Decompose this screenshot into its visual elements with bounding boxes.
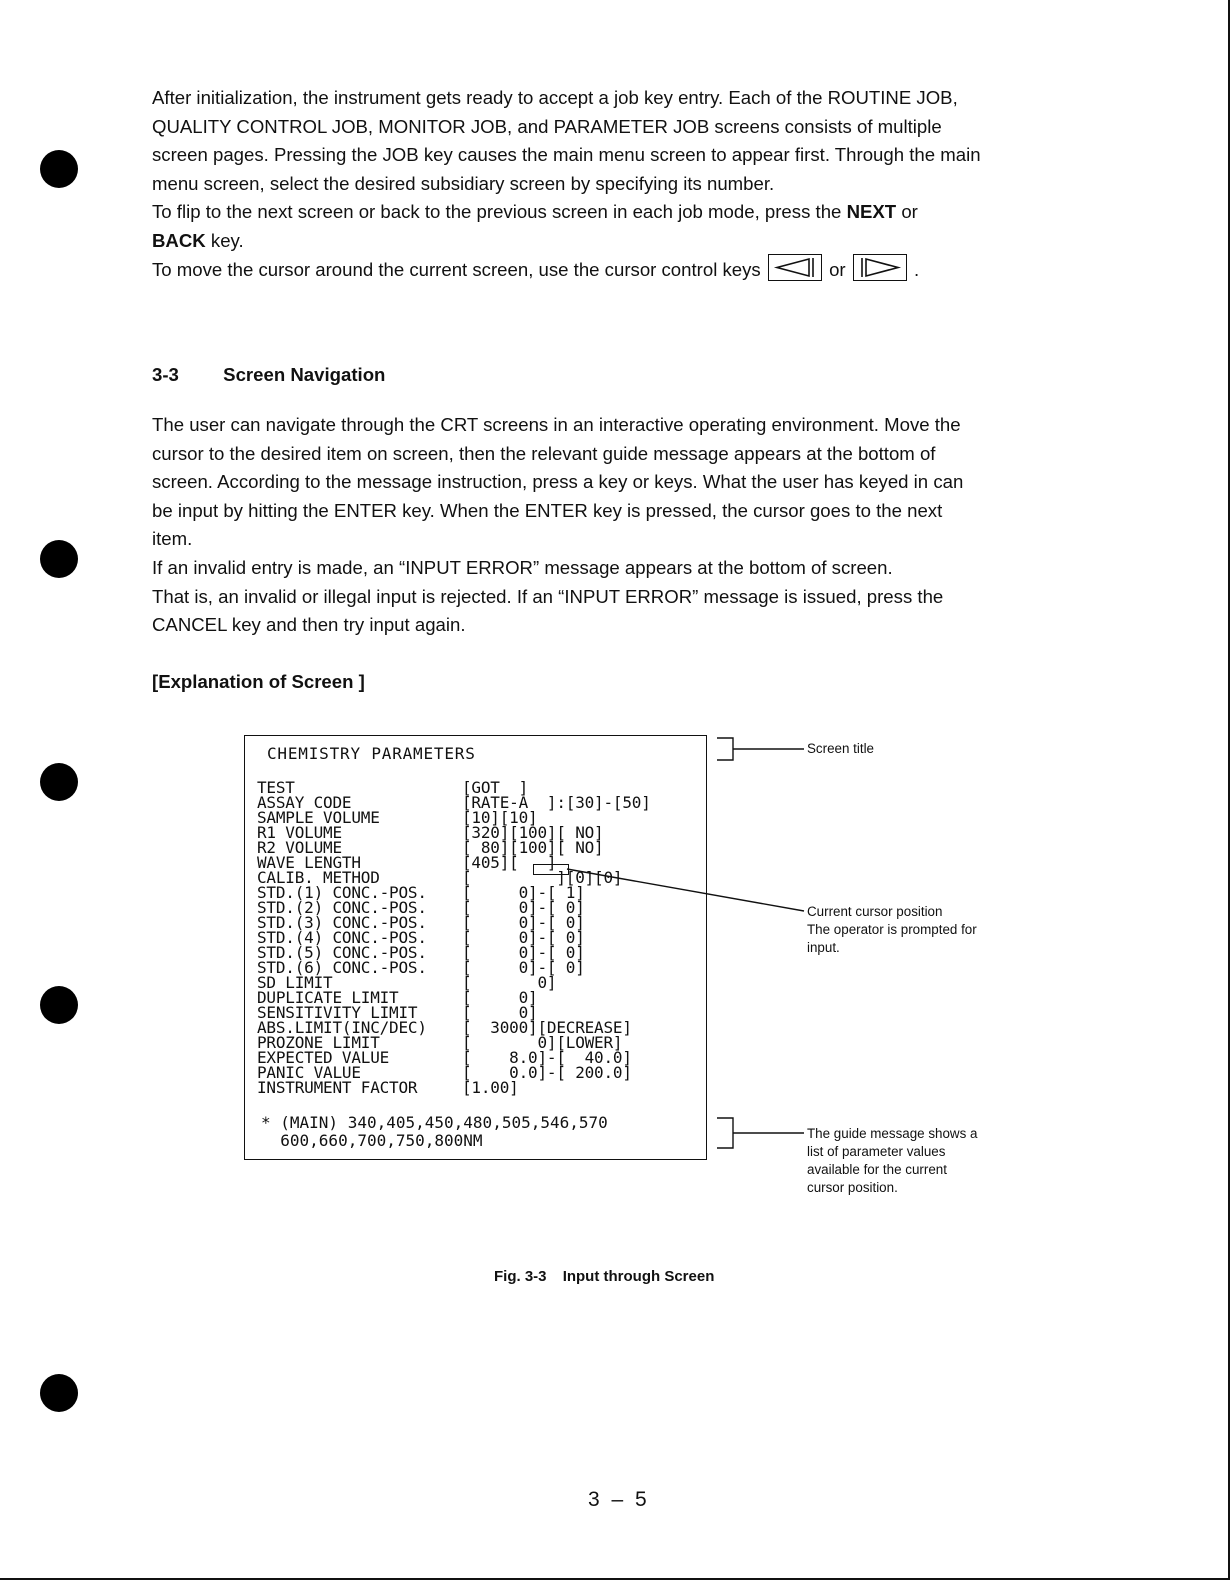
text-line: cursor to the desired item on screen, then the relevant guide message appears at the bottom of xyxy=(152,442,936,464)
annotation-line: input. xyxy=(807,940,840,955)
annotation-line: cursor position. xyxy=(807,1180,898,1195)
param-label: EXPECTED VALUE xyxy=(257,1048,390,1067)
annotation-cursor-position xyxy=(807,903,977,957)
param-label: R1 VOLUME xyxy=(257,823,342,842)
param-value: [10][10] xyxy=(462,808,538,827)
text-span: or xyxy=(829,258,846,280)
text-span: . xyxy=(913,258,920,280)
text-line: CANCEL key and then try input again. xyxy=(152,614,466,636)
param-label: CALIB. METHOD xyxy=(257,868,380,887)
text-line: be input by hitting the ENTER key. When the ENTER key is pressed, the cursor goes to the next xyxy=(152,499,943,521)
param-value: [320][100][ NO] xyxy=(462,823,604,842)
back-key-label: BACK xyxy=(152,229,206,251)
figure-number: Fig. 3-3 xyxy=(494,1268,547,1285)
param-label: ASSAY CODE xyxy=(257,793,352,812)
annotation-line: available for the current xyxy=(807,1162,947,1177)
param-value: [ 0]-[ 0] xyxy=(462,943,585,962)
crt-screen-title: CHEMISTRY PARAMETERS xyxy=(267,744,476,763)
param-label: SAMPLE VOLUME xyxy=(257,808,380,827)
param-label: TEST xyxy=(257,778,295,797)
text-line: QUALITY CONTROL JOB, MONITOR JOB, and PARAMETER JOB screens consists of multiple xyxy=(152,115,942,137)
param-label: PANIC VALUE xyxy=(257,1063,361,1082)
param-value: [RATE-A ]:[30]-[50] xyxy=(462,793,651,812)
param-label: SENSITIVITY LIMIT xyxy=(257,1003,418,1022)
text-span: key. xyxy=(210,229,244,251)
annotation-line: The guide message shows a xyxy=(807,1126,978,1141)
guide-line: 600,660,700,750,800NM xyxy=(261,1131,483,1150)
figure-title: Input through Screen xyxy=(562,1268,715,1285)
param-value: [ 0] xyxy=(462,1003,538,1022)
param-value: [ 0]-[ 1] xyxy=(462,883,585,902)
page-number: 3 – 5 xyxy=(588,1488,650,1511)
param-label: STD.(4) CONC.-POS. xyxy=(257,928,427,947)
annotation-guide-message xyxy=(807,1125,977,1197)
cursor-leader xyxy=(567,869,804,911)
param-label: R2 VOLUME xyxy=(257,838,342,857)
param-value: [ 0] xyxy=(462,988,538,1007)
param-label: STD.(5) CONC.-POS. xyxy=(257,943,427,962)
text-span: To flip to the next screen or back to the previous screen in each job mode, press the xyxy=(152,201,842,223)
param-label: DUPLICATE LIMIT xyxy=(257,988,399,1007)
param-label: STD.(2) CONC.-POS. xyxy=(257,898,427,917)
annotation-line: list of parameter values xyxy=(807,1144,946,1159)
text-span: or xyxy=(901,201,918,223)
param-value: [ 0.0]-[ 200.0] xyxy=(462,1063,632,1082)
next-key-label: NEXT xyxy=(846,201,897,223)
annotation-line: The operator is prompted for xyxy=(807,922,977,937)
text-line: After initialization, the instrument gets ready to accept a job key entry. Each of the ROUTINE JOB, xyxy=(152,87,958,108)
param-value: [ 0][LOWER] xyxy=(462,1033,623,1052)
section-number: 3-3 xyxy=(152,364,179,385)
text-line: item. xyxy=(152,528,193,550)
explanation-heading: [Explanation of Screen ] xyxy=(152,671,365,692)
param-label: WAVE LENGTH xyxy=(257,853,361,872)
param-label: STD.(1) CONC.-POS. xyxy=(257,883,427,902)
param-value: [ 0]-[ 0] xyxy=(462,958,585,977)
param-label: ABS.LIMIT(INC/DEC) xyxy=(257,1018,427,1037)
param-label: INSTRUMENT FACTOR xyxy=(257,1078,418,1097)
param-label: SD LIMIT xyxy=(257,973,333,992)
param-label: PROZONE LIMIT xyxy=(257,1033,380,1052)
annotation-screen-title: Screen title xyxy=(807,741,874,756)
text-line: The user can navigate through the CRT screens in an interactive operating environment. Move the xyxy=(152,414,961,435)
text-line: That is, an invalid or illegal input is rejected. If an “INPUT ERROR” message is issued, press the xyxy=(152,585,944,607)
text-span: To move the cursor around the current screen, use the cursor control keys xyxy=(152,258,761,280)
text-line: screen pages. Pressing the JOB key causes the main menu screen to appear first. Through the main xyxy=(152,144,981,166)
param-value: [ 0] xyxy=(462,973,557,992)
figure-caption xyxy=(494,1268,714,1285)
annotation-line: Current cursor position xyxy=(807,904,943,919)
param-value: [GOT ] xyxy=(462,778,529,797)
param-value: [ 0]-[ 0] xyxy=(462,898,585,917)
title-bracket xyxy=(717,738,733,760)
param-value: [ 0]-[ 0] xyxy=(462,913,585,932)
guide-bracket xyxy=(717,1118,733,1148)
text-line: If an invalid entry is made, an “INPUT ERROR” message appears at the bottom of screen. xyxy=(152,557,893,578)
param-value: [405][ ] xyxy=(462,853,557,872)
section-title: Screen Navigation xyxy=(223,364,386,385)
param-value: [ ][0][0] xyxy=(462,868,623,887)
text-line: screen. According to the message instruction, press a key or keys. What the user has keyed in can xyxy=(152,471,964,493)
param-label: STD.(3) CONC.-POS. xyxy=(257,913,427,932)
param-value: [ 0]-[ 0] xyxy=(462,928,585,947)
text-line: menu screen, select the desired subsidiary screen by specifying its number. xyxy=(152,172,775,194)
param-value: [ 3000][DECREASE] xyxy=(462,1018,632,1037)
guide-line: * (MAIN) 340,405,450,480,505,546,570 xyxy=(261,1113,608,1132)
param-value: [ 80][100][ NO] xyxy=(462,838,604,857)
param-value: [ 8.0]-[ 40.0] xyxy=(462,1048,632,1067)
param-label: STD.(6) CONC.-POS. xyxy=(257,958,427,977)
param-value: [1.00] xyxy=(462,1078,519,1097)
